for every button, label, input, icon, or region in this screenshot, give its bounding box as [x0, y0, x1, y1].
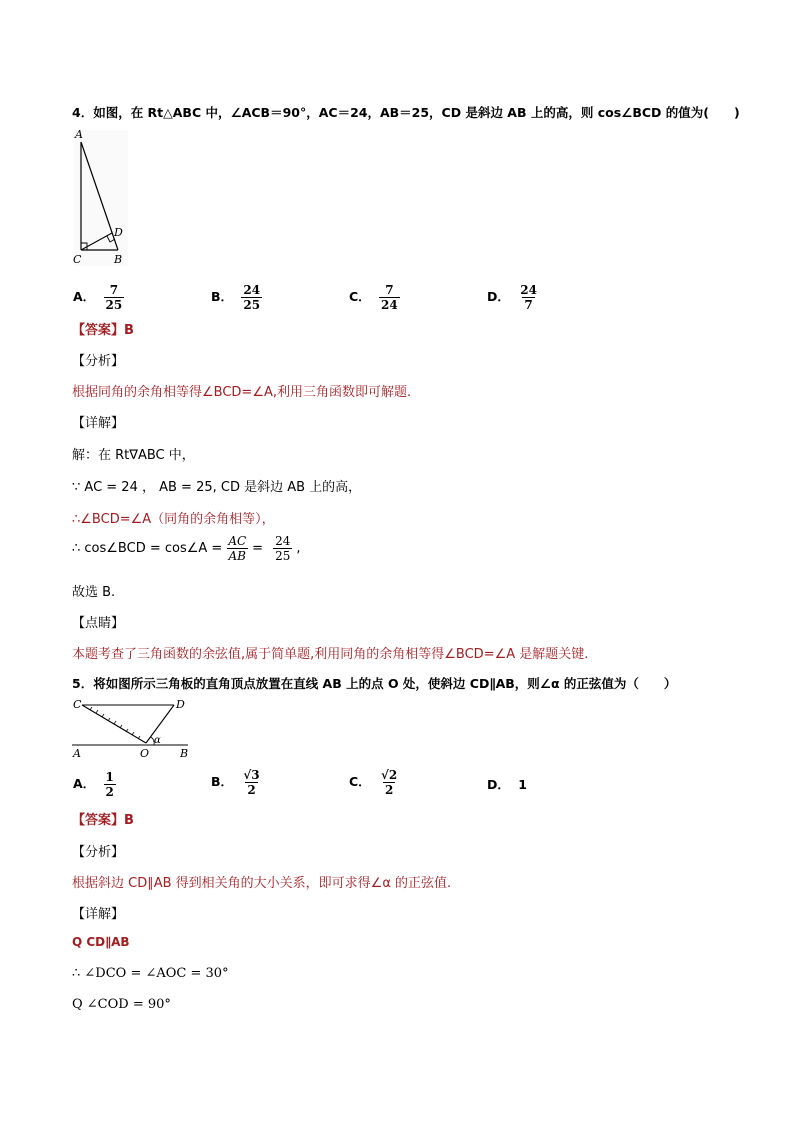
q4-label-d: D — [114, 226, 123, 239]
q5-stem: 5．将如图所示三角板的直角顶点放置在直线 AB 上的点 O 处，使斜边 CD∥AB，则∠α 的正弦值为（ ） — [72, 676, 677, 691]
q5-analysis-label: 【分析】 — [72, 845, 125, 860]
q5-label-alpha: α — [154, 735, 161, 746]
q5-label-o: O — [140, 747, 150, 760]
q4-answer: 【答案】B — [72, 323, 134, 338]
q5-option-b: B． $\frac{√3}{2}$ — [211, 768, 260, 797]
q4-cos-prefix: ∴ cos∠BCD = cos∠A = — [72, 541, 223, 556]
q5-detail-line-1: Q CD∥AB — [72, 935, 130, 949]
q5-label-d: D — [176, 698, 185, 711]
q5-option-c: C． $\frac{√2}{2}$ — [349, 768, 398, 797]
q5-detail-line-3: Q ∠COD = 90° — [72, 997, 171, 1012]
q4-comment-text: 本题考查了三角函数的余弦值,属于简单题,利用同角的余角相等得∠BCD=∠A 是解题关键. — [72, 647, 589, 662]
q4-option-b: B． $\frac{24}{25}$ — [211, 283, 261, 312]
q5-option-d: D． 1 — [487, 777, 527, 792]
q5-setsquare-figure — [70, 697, 194, 761]
q5-detail-label: 【详解】 — [72, 907, 125, 922]
q4-detail-label: 【详解】 — [72, 416, 125, 431]
q5-detail-line-2: ∴ ∠DCO = ∠AOC = 30° — [72, 966, 229, 981]
q4-cos-frac-ac-ab: $\frac{AC}{AB}$ — [228, 534, 247, 563]
q4-cos-equation: ∴ cos∠BCD = cos∠A = $\frac{AC}{AB}$ = $\frac{24}{25}$ , — [72, 534, 301, 563]
q4-option-d: D． $\frac{24}{7}$ — [487, 283, 537, 312]
q4-cos-frac-value: $\frac{24}{25}$ — [275, 534, 291, 563]
q5-analysis-text: 根据斜边 CD∥AB 得到相关角的大小关系，即可求得∠α 的正弦值. — [72, 876, 452, 891]
q4-option-a: A． $\frac{7}{25}$ — [73, 283, 123, 312]
q4-detail-line-3: ∴∠BCD=∠A（同角的余角相等）， — [72, 512, 275, 527]
q4-label-a: A — [75, 128, 83, 141]
q4-label-b: B — [114, 253, 123, 266]
q4-option-c: C． $\frac{7}{24}$ — [349, 283, 398, 312]
q4-triangle-figure — [70, 128, 132, 268]
q4-detail-line-1: 解：在 Rt∇ABC 中， — [72, 448, 195, 463]
q4-detail-line-2: ∵ AC = 24 ， AB = 25, CD 是斜边 AB 上的高， — [72, 480, 362, 495]
q4-conclusion: 故选 B. — [72, 585, 116, 600]
q4-stem: 4．如图，在 Rt△ABC 中，∠ACB＝90°，AC＝24，AB＝25，CD 是斜边 AB 上的高，则 cos∠BCD 的值为( ) — [72, 105, 740, 120]
q5-label-b: B — [180, 747, 189, 760]
q4-analysis-text: 根据同角的余角相等得∠BCD=∠A,利用三角函数即可解题. — [72, 385, 412, 400]
q4-comment-label: 【点睛】 — [72, 616, 125, 631]
q4-label-c: C — [73, 253, 82, 266]
q5-label-a: A — [73, 747, 81, 760]
q5-option-a: A． $\frac{1}{2}$ — [73, 770, 114, 799]
q4-analysis-label: 【分析】 — [72, 354, 125, 369]
q5-label-c: C — [73, 698, 82, 711]
q5-answer: 【答案】B — [72, 813, 134, 828]
